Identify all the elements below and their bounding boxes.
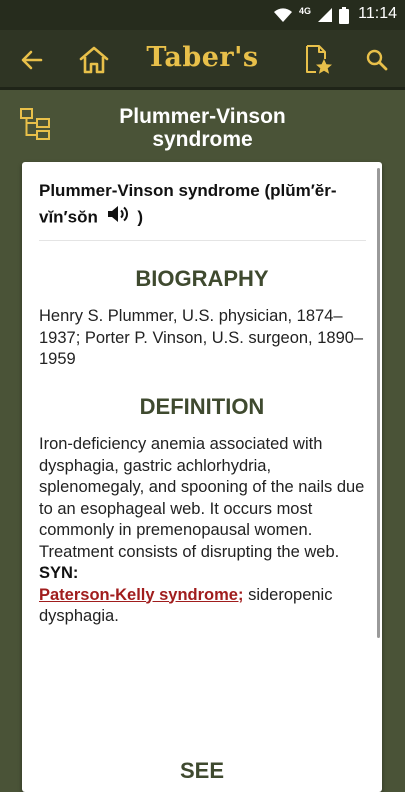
definition-block [39,434,371,628]
home-icon [78,45,110,75]
arrow-left-icon [21,50,43,70]
app-title: Taber's [146,42,259,73]
divider [39,240,366,241]
pronounce-button[interactable] [107,204,131,232]
topic-title: Plummer-Vinson syndrome [119,105,286,151]
topic-tree-button[interactable] [18,107,52,141]
term-line [39,178,369,232]
entry-card[interactable] [22,162,382,792]
speaker-icon [107,204,131,224]
definition-text: Iron-deficiency anemia associated with dysphagia, gastric achlorhydria, splenomegaly, and spooning of the nails due to an esophageal web. It occurs most commonly in premenopausal women. Treatment consists of disrupting the web. [39,435,365,561]
signal-icon [317,7,333,23]
syn-label: SYN: [39,564,79,582]
document-star-icon [303,44,333,76]
app-bar [0,30,405,90]
term-text: Plummer-Vinson syndrome (plŭm′ĕr-vĭn′sŏn [39,181,337,227]
battery-icon [339,7,349,24]
biography-text: Henry S. Plummer, U.S. physician, 1874–1937; Porter P. Vinson, U.S. surgeon, 1890–1959 [39,307,364,368]
see-heading: SEE [179,758,225,783]
biography-heading: BIOGRAPHY [135,266,269,291]
wifi-icon [273,7,293,23]
status-icons [273,6,349,24]
tree-outline-icon [18,107,52,141]
definition-heading: DEFINITION [139,394,265,419]
back-button[interactable] [12,40,52,80]
home-button[interactable] [74,40,114,80]
search-icon [366,49,388,71]
status-time: 11:14 [358,5,397,22]
syn-rest: sideropenic dysphagia. [39,585,333,625]
term-close: ) [137,207,144,227]
app-title-wrap [0,42,405,73]
paterson-kelly-link[interactable]: Paterson-Kelly syndrome; [39,585,244,604]
status-bar [0,0,405,30]
search-button[interactable] [357,40,397,80]
network-type: 4G [298,6,311,16]
content-area [0,93,405,783]
bookmarks-button[interactable] [298,40,338,80]
